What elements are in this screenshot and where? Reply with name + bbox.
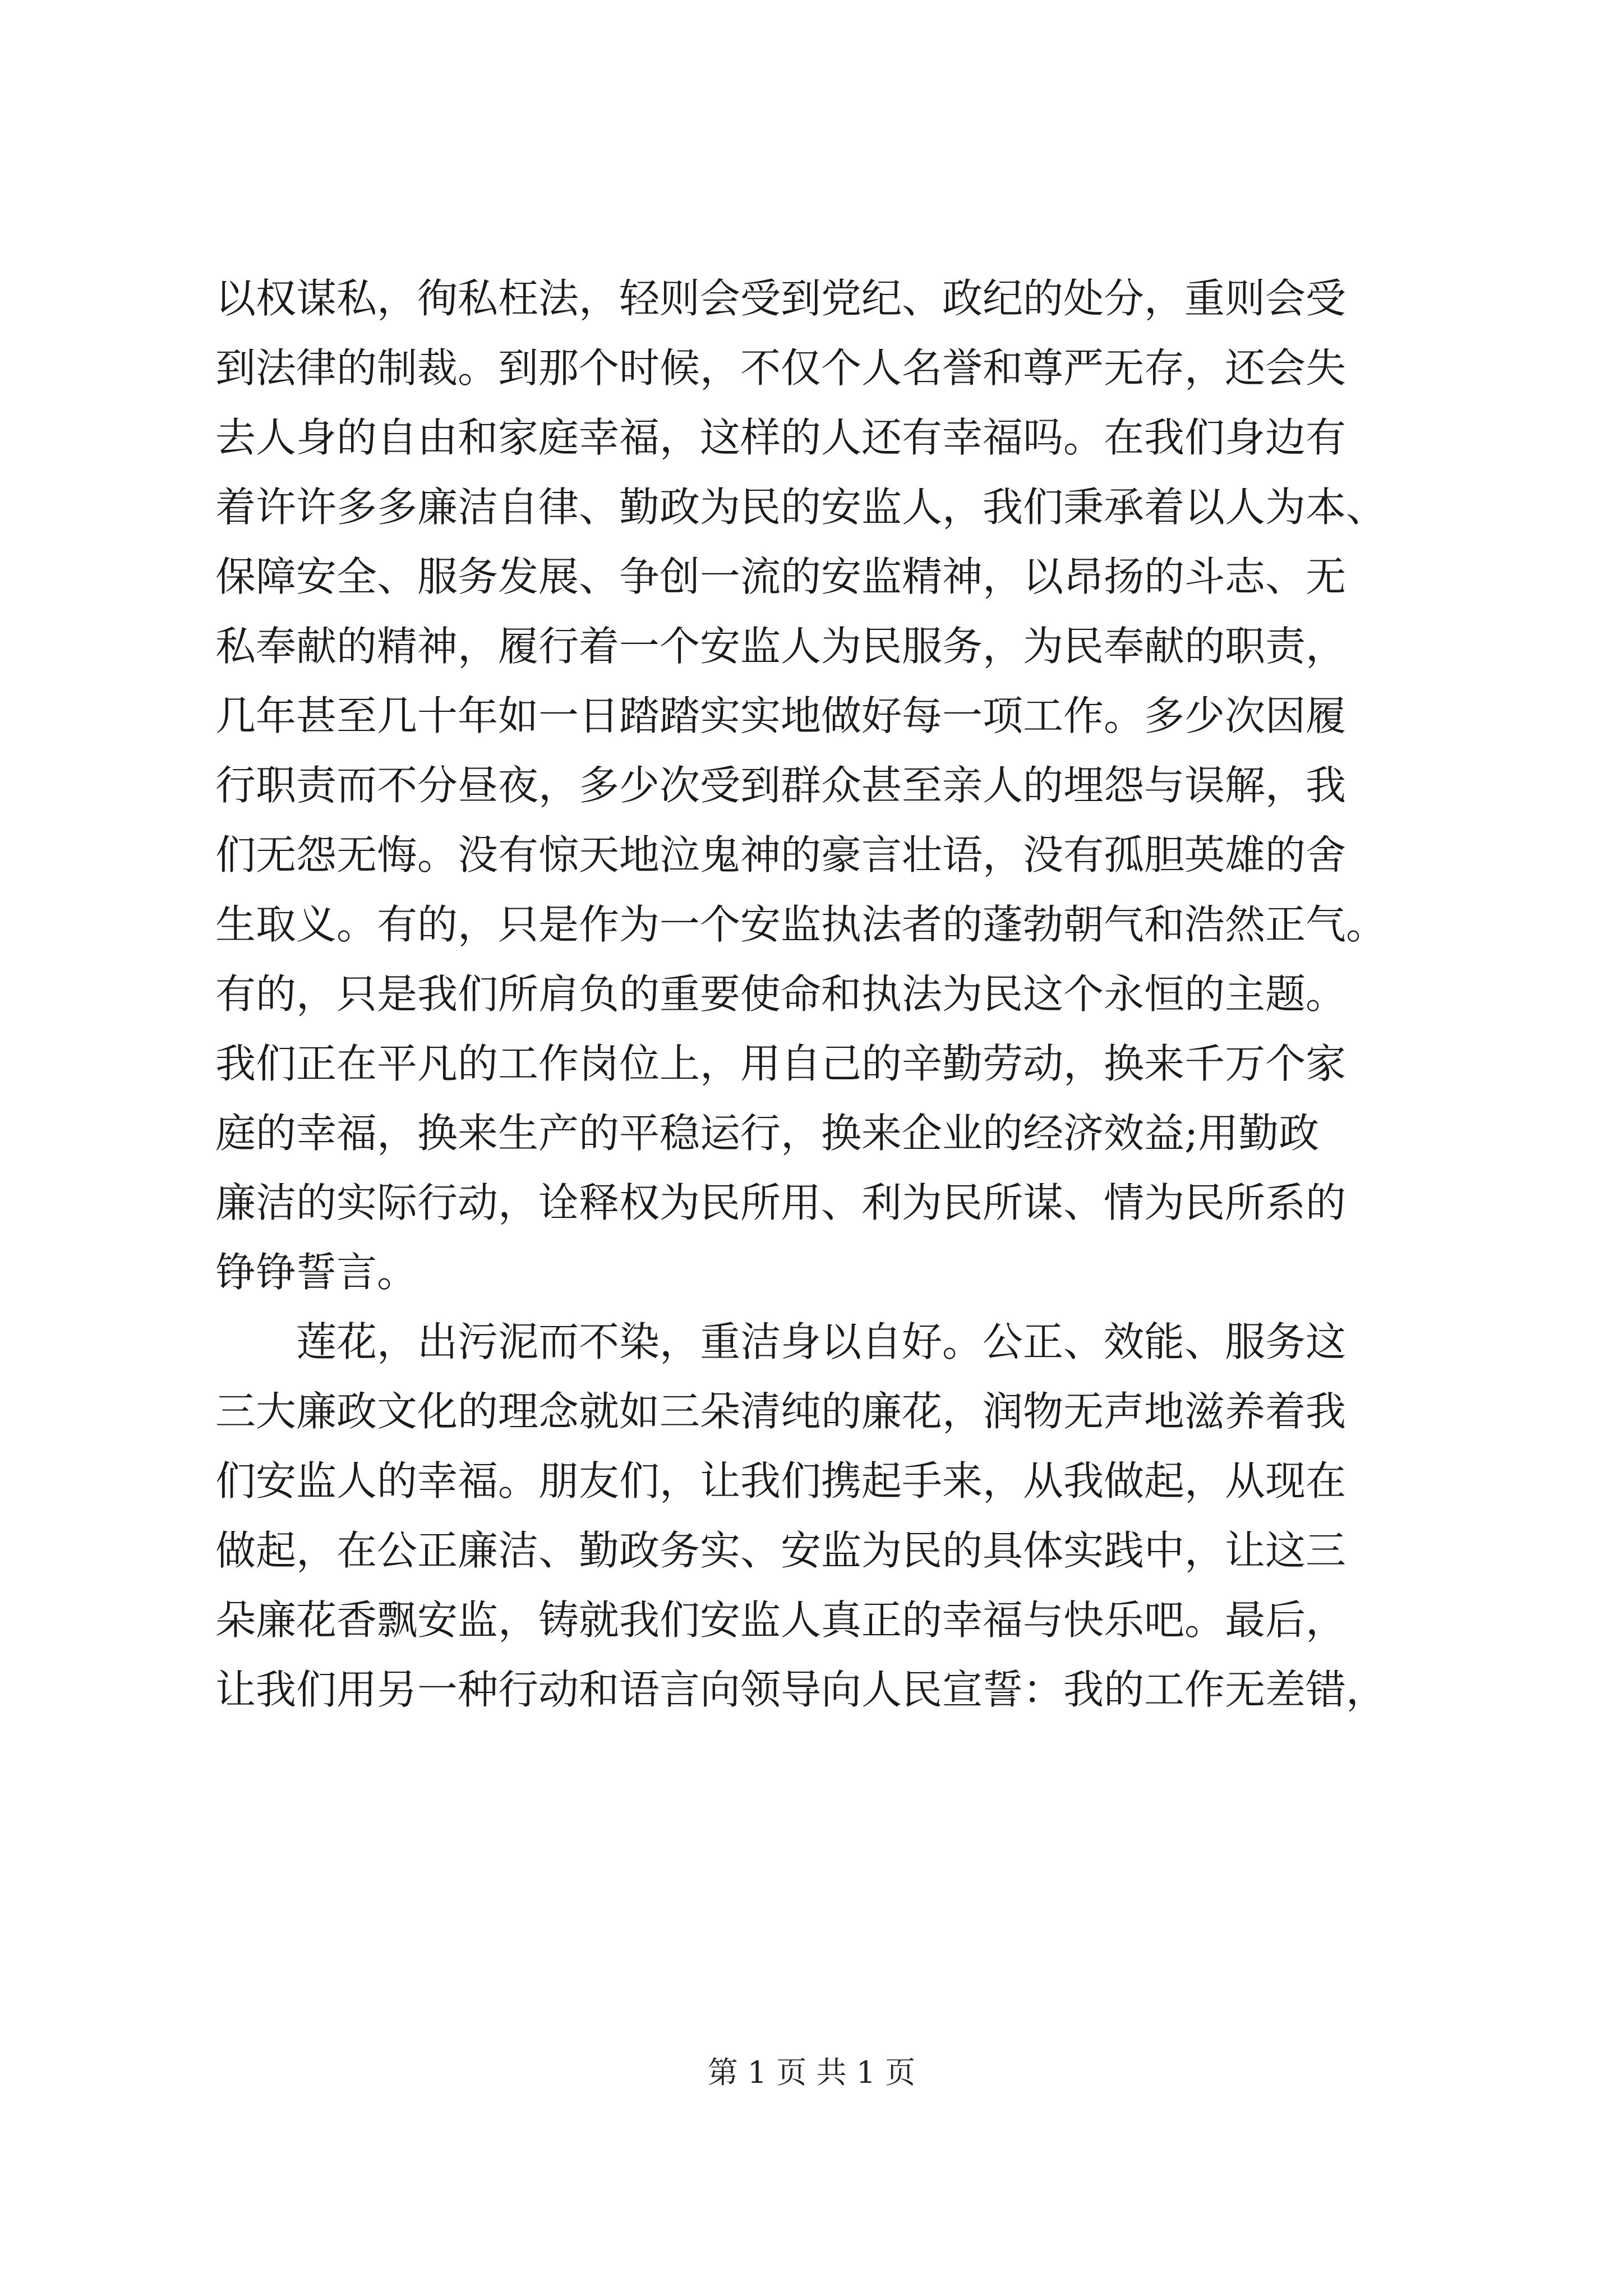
- text-line: 着许许多多廉洁自律、勤政为民的安监人，我们秉承着以人为本、: [215, 484, 1387, 531]
- text-line: 三大廉政文化的理念就如三朵清纯的廉花，润物无声地滋养着我: [215, 1388, 1347, 1435]
- text-line: 庭的幸福，换来生产的平稳运行，换来企业的经济效益;用勤政: [215, 1110, 1320, 1157]
- text-line: 廉洁的实际行动，诠释权为民所用、利为民所谋、情为民所系的: [215, 1179, 1347, 1226]
- text-line: 朵廉花香飘安监，铸就我们安监人真正的幸福与快乐吧。最后，: [215, 1596, 1347, 1644]
- text-line: 们安监人的幸福。朋友们，让我们携起手来，从我做起，从现在: [215, 1457, 1347, 1504]
- text-line: 保障安全、服务发展、争创一流的安监精神，以昂扬的斗志、无: [215, 553, 1347, 600]
- text-line: 行职责而不分昼夜，多少次受到群众甚至亲人的埋怨与误解，我: [215, 762, 1347, 809]
- text-line: 私奉献的精神，履行着一个安监人为民服务，为民奉献的职责，: [215, 623, 1347, 670]
- text-line: 到法律的制裁。到那个时候，不仅个人名誉和尊严无存，还会失: [215, 344, 1347, 392]
- text-line: 做起，在公正廉洁、勤政务实、安监为民的具体实践中，让这三: [215, 1527, 1347, 1574]
- text-line: 去人身的自由和家庭幸福，这样的人还有幸福吗。在我们身边有: [215, 414, 1347, 461]
- text-line: 我们正在平凡的工作岗位上，用自己的辛勤劳动，换来千万个家: [215, 1040, 1347, 1087]
- text-line: 铮铮誓言。: [215, 1249, 418, 1296]
- text-line: 生取义。有的，只是作为一个安监执法者的蓬勃朝气和浩然正气。: [215, 901, 1387, 948]
- text-line: 让我们用另一种行动和语言向领导向人民宣誓：我的工作无差错，: [215, 1666, 1387, 1713]
- text-line: 以权谋私，徇私枉法，轻则会受到党纪、政纪的处分，重则会受: [215, 275, 1347, 322]
- page-footer: [0, 2053, 1623, 2092]
- page-number-label: 第 1 页 共 1 页: [707, 2055, 916, 2090]
- body-text: [215, 264, 1421, 1724]
- paragraph-first-line: 莲花，出污泥而不染，重洁身以自好。公正、效能、服务这: [296, 1318, 1347, 1365]
- text-line: 们无怨无悔。没有惊天地泣鬼神的豪言壮语，没有孤胆英雄的舍: [215, 831, 1347, 878]
- text-line: 几年甚至几十年如一日踏踏实实地做好每一项工作。多少次因履: [215, 692, 1347, 739]
- text-line: 有的，只是我们所肩负的重要使命和执法为民这个永恒的主题。: [215, 970, 1347, 1018]
